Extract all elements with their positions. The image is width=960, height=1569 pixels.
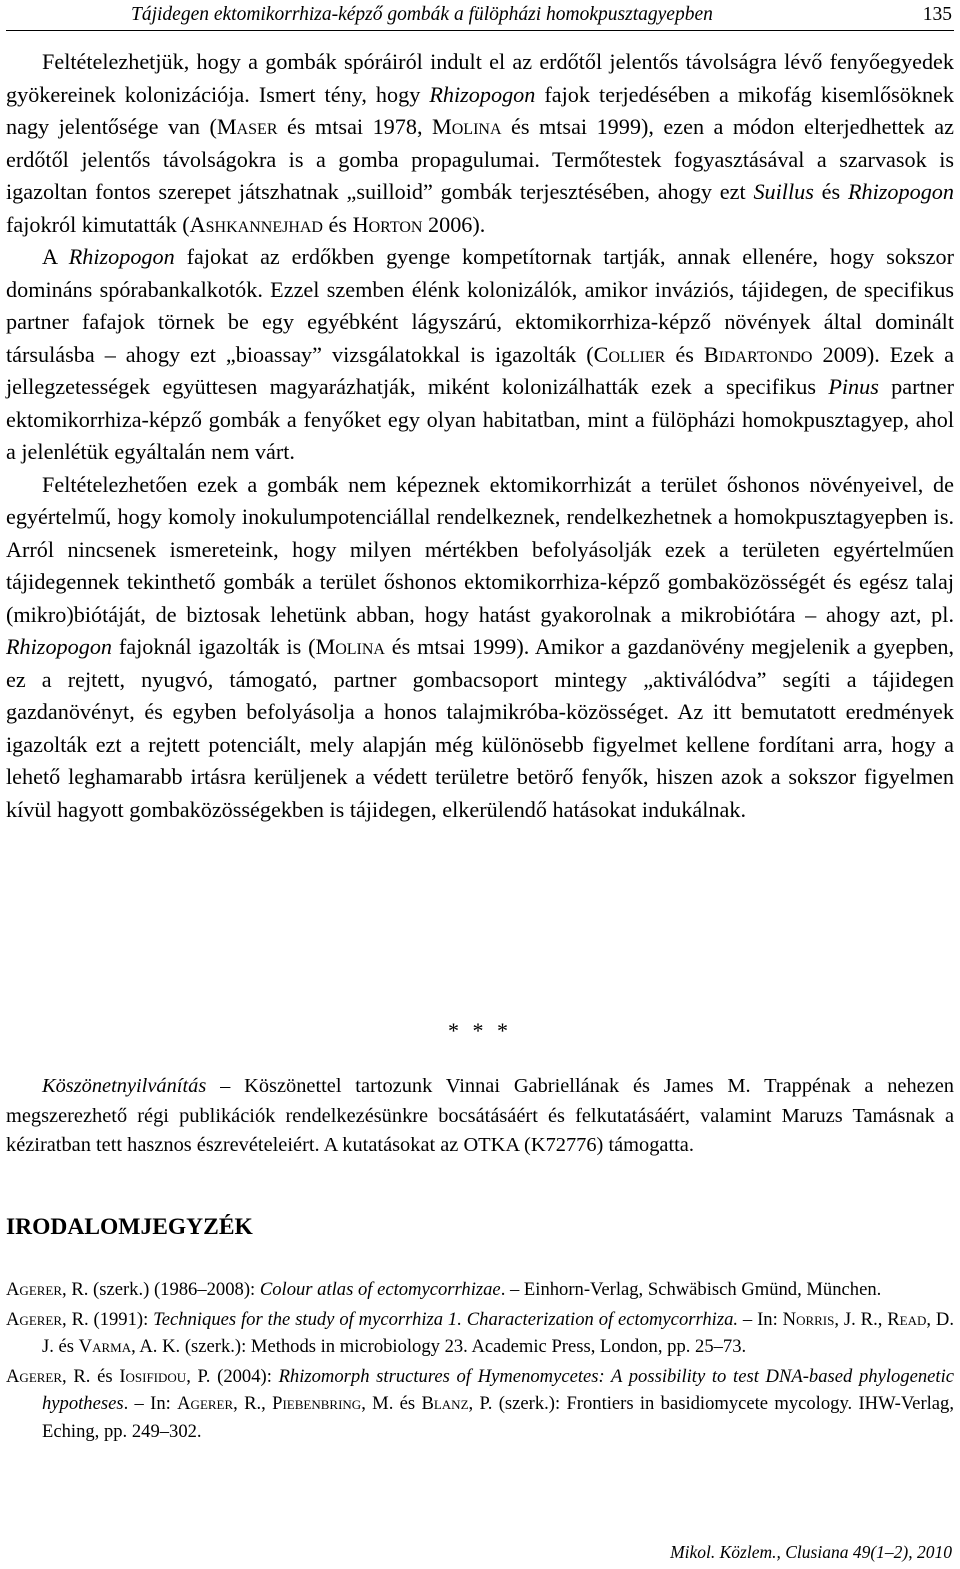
section-separator: * * * xyxy=(448,1018,512,1043)
author-citation: Collier xyxy=(593,341,666,367)
running-head xyxy=(6,2,954,31)
author-citation: Horton xyxy=(352,211,423,237)
body-text xyxy=(6,46,954,826)
author-citation: Bidartondo xyxy=(703,341,813,367)
paragraph-3: Feltételezhetően ezek a gombák nem képeznek ektomikorrhizát a terület őshonos növényeivel, de egyértelmű, hogy komoly inokulumpotenciállal rendelkeznek, rendelkezhetnek a homokpusztagyepben is. Arról nincsenek ismereteink, hogy milyen mértékben befolyásolják ezek a területen egyértelműen tájidegennek tekinthető gombák a terület őshonos ektomikorrhiza-képző gombaközösségét és egész talaj (mikro)biótáját, de biztosak lehetünk abban, hogy hatást gyakorolnak a mikrobiótára – ahogy azt, pl. Rhizopogon fajoknál igazolták is (Molina és mtsai 1999). Amikor a gazdanövény megjelenik a gyepben, ez a rejtett, nyugvó, támogató, partner gombacsoport mintegy „aktiválódva” segíti a tájidegen gazdanövényt, és egyben befolyásolja a honos talajmikróba-közösséget. Az itt bemutatott eredmények igazolták ezt a rejtett potenciált, mely alapján még különösebb figyelmet kellene fordítani arra, hogy a lehető leghamarabb irtásra kerüljenek a védett területre betörő fenyők, hiszen azok a sokszor figyelmen kívül hagyott gombaközösségekben is tájidegen, elkerülendő hatásokat indukálnak. xyxy=(6,471,954,822)
page-number: 135 xyxy=(922,4,952,25)
author-citation: Molina xyxy=(432,114,502,139)
paragraph-2: A Rhizopogon fajokat az erdőkben gyenge kompetítornak tartják, annak ellenére, hogy sokszor domináns spórabankalkotók. Ezzel szemben élénk kolonizálók, amikor inváziós, tájidegen, de specifikus partner fafajok törnek be egy egyébként lágyszárú, ektomikorrhiza-képző növények által dominált társulásba – ahogy ezt „bioassay” vizsgálatokkal is igazolták (Collier és Bidartondo 2009). Ezek a jellegzetességek együttesen magyarázhatják, miként kolonizálhatták ezek a specifikus Pinus partner ektomikorrhiza-képző gombák a fenyőket egy olyan habitatban, mint a fülöpházi homokpusztagyep, ahol a jelenlétük egyáltalán nem várt. xyxy=(6,244,955,464)
reference-item: Agerer, R. és Iosifidou, P. (2004): Rhizomorph structures of Hymenomycetes: A possibility to test DNA-based phylogenetic hypotheses. – In: Agerer, R., Piebenbring, M. és Blanz, P. (szerk.): Frontiers in basidiomycete mycology. IHW-Verlag, Eching, pp. 249–302. xyxy=(6,1365,954,1442)
journal-footer: Mikol. Közlem., Clusiana 49(1–2), 2010 xyxy=(670,1542,952,1562)
author-citation: Maser xyxy=(216,114,278,139)
running-title: Tájidegen ektomikorrhiza-képző gombák a fülöpházi homokpusztagyepben xyxy=(131,4,713,25)
acknowledgement-text: – Köszönettel tartozunk Vinnai Gabriellának és James M. Trappénak a nehezen megszerezhető régi publikációk rendelkezésünkre bocsátásáért és felkutatásáért, valamint Maruzs Tamásnak a kéziratban tett hasznos észrevételeiért. A kutatásokat az OTKA (K72776) támogatta. xyxy=(6,1075,954,1156)
author-citation: Molina xyxy=(315,634,385,659)
reference-item: Agerer, R. (1991): Techniques for the study of mycorrhiza 1. Characterization of ectomycorrhiza. – In: Norris, J. R., Read, D. J. és Varma, A. K. (szerk.): Methods in microbiology 23. Academic Press, London, pp. 25–73. xyxy=(6,1308,954,1357)
references-heading: IRODALOMJEGYZÉK xyxy=(6,1214,253,1240)
acknowledgement xyxy=(6,1072,954,1161)
reference-item: Agerer, R. (szerk.) (1986–2008): Colour atlas of ectomycorrhizae. – Einhorn-Verlag, Schwäbisch Gmünd, München. xyxy=(6,1279,882,1300)
acknowledgement-label: Köszönetnyilvánítás xyxy=(42,1075,207,1097)
author-citation: Ashkannejhad xyxy=(189,211,323,237)
paragraph-1: Feltételezhetjük, hogy a gombák spóráiról indult el az erdőtől jelentős távolságra lévő fenyőegyedek gyökereinek kolonizációja. Ismert tény, hogy Rhizopogon fajok terjedésében a mikofág kisemlősöknek nagy jelentősége van (Maser és mtsai 1978, Molina és mtsai 1999), ezen a módon elterjedhettek az erdőtől jelentős távolságokra is a gomba propagulumai. Termőtestek fogyasztásával a szarvasok is igazoltan fontos szerepet játszhatnak „suilloid” gombák terjesztésében, ahogy ezt Suillus és Rhizopogon fajokról kimutatták (Ashkannejhad és Horton 2006). xyxy=(6,49,954,237)
reference-list xyxy=(6,1276,954,1447)
